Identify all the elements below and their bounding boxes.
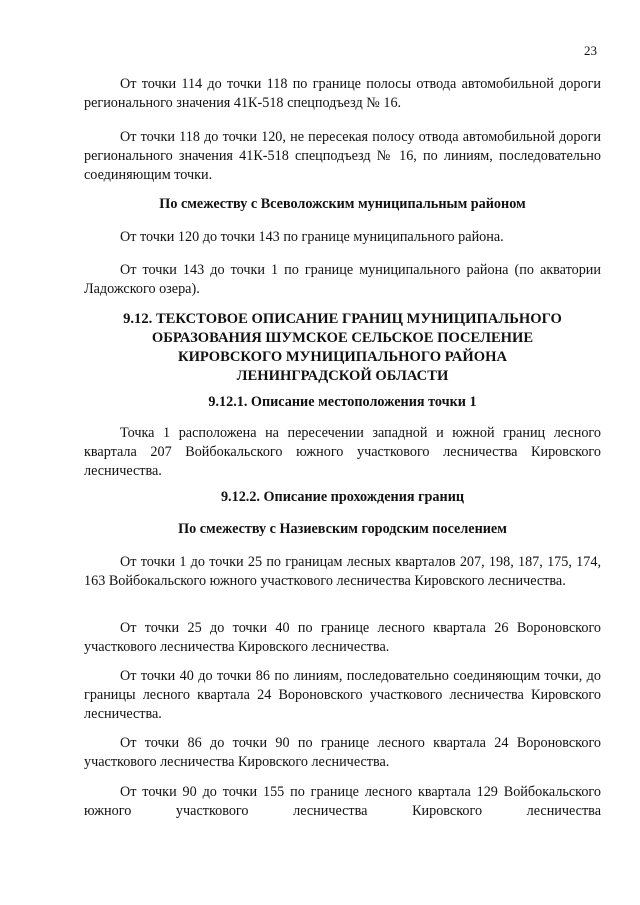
subheading: По смежеству с Назиевским городским поселением xyxy=(178,521,507,537)
paragraph-text: От точки 86 до точки 90 по границе лесного квартала 24 Вороновского участкового лесничества Кировского лесничества. xyxy=(84,735,601,770)
subheading: 9.12.1. Описание местоположения точки 1 xyxy=(208,394,477,410)
section-title-line: КИРОВСКОГО МУНИЦИПАЛЬНОГО РАЙОНА xyxy=(178,349,507,365)
heading-vsevolozhsk xyxy=(84,195,601,214)
paragraph-3 xyxy=(84,228,601,247)
heading-9-12-1 xyxy=(84,393,601,412)
paragraph-text: От точки 25 до точки 40 по границе лесного квартала 26 Вороновского участкового лесничества Кировского лесничества. xyxy=(84,620,601,655)
paragraph-8 xyxy=(84,667,601,724)
section-title-text xyxy=(84,310,601,386)
paragraph-7 xyxy=(84,619,601,657)
section-title-line: ОБРАЗОВАНИЯ ШУМСКОЕ СЕЛЬСКОЕ ПОСЕЛЕНИЕ xyxy=(151,330,534,346)
page-number: 23 xyxy=(584,43,597,58)
paragraph-6 xyxy=(84,553,601,591)
paragraph-2 xyxy=(84,128,601,185)
paragraph-text: От точки 120 до точки 143 по границе муниципального района. xyxy=(120,229,504,245)
heading-9-12-2 xyxy=(84,488,601,507)
section-title xyxy=(84,310,601,386)
subheading: 9.12.2. Описание прохождения границ xyxy=(220,489,465,505)
subheading: По смежеству с Всеволожским муниципальным районом xyxy=(159,196,526,212)
paragraph-text: От точки 118 до точки 120, не пересекая полосу отвода автомобильной дороги регионального значения 41К-518 спецподъезд № 16, по линиям, последовательно соединяющим точки. xyxy=(84,129,601,183)
paragraph-10 xyxy=(84,783,601,821)
paragraph-text: От точки 40 до точки 86 по линиям, последовательно соединяющим точки, до границы лесного квартала 24 Вороновского участкового лесничества Кировского лесничества. xyxy=(84,668,601,722)
paragraph-5 xyxy=(84,424,601,481)
section-title-line: 9.12. ТЕКСТОВОЕ ОПИСАНИЕ ГРАНИЦ МУНИЦИПАЛЬНОГО xyxy=(123,311,562,327)
paragraph-1 xyxy=(84,75,601,113)
paragraph-text: От точки 90 до точки 155 по границе лесного квартала 129 Войбокальского южного участкового лесничества Кировского лесничества xyxy=(84,784,601,819)
paragraph-text: От точки 114 до точки 118 по границе полосы отвода автомобильной дороги регионального значения 41К-518 спецподъезд № 16. xyxy=(84,76,601,111)
paragraph-9 xyxy=(84,734,601,772)
paragraph-text: От точки 143 до точки 1 по границе муниципального района (по акватории Ладожского озера). xyxy=(84,262,601,297)
heading-nazievsk xyxy=(84,520,601,539)
paragraph-text: От точки 1 до точки 25 по границам лесных кварталов 207, 198, 187, 175, 174, 163 Войбокальского южного участкового лесничества Кировского лесничества. xyxy=(84,554,601,589)
paragraph-4 xyxy=(84,261,601,299)
section-title-line: ЛЕНИНГРАДСКОЙ ОБЛАСТИ xyxy=(236,368,449,384)
paragraph-text: Точка 1 расположена на пересечении западной и южной границ лесного квартала 207 Войбокальского южного участкового лесничества Кировского лесничества. xyxy=(84,425,601,479)
